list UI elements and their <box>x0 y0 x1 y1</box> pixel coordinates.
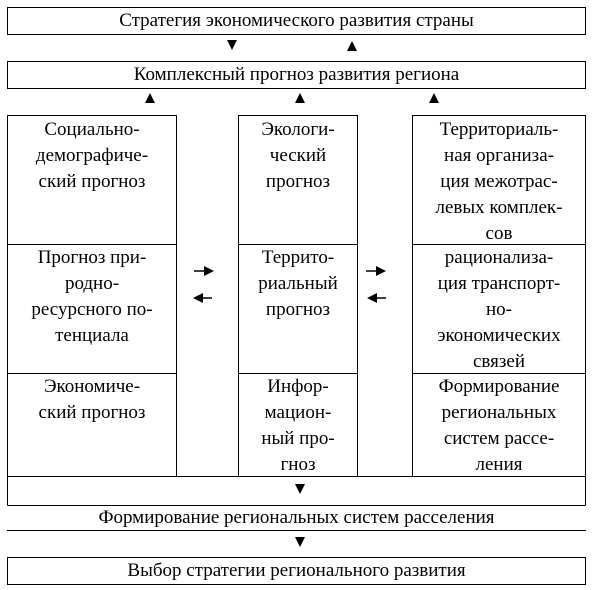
arrow-left-right-gap <box>367 293 377 303</box>
arrow-up-to-strategy <box>347 41 357 51</box>
arrow-up-left-column <box>145 93 155 103</box>
arrow-right-right-gap <box>376 266 386 276</box>
final-strategy-box <box>7 557 586 585</box>
arrow-down-to-complex <box>227 40 237 50</box>
forecast-information: Инфор- мацион- ный про- гноз <box>261 376 335 475</box>
arrow-up-middle-column <box>295 93 305 103</box>
arrow-left-left-gap <box>193 293 203 303</box>
strategy-box-label: Стратегия экономического развития страны <box>119 10 474 31</box>
arrow-right-left-gap <box>204 266 214 276</box>
forecast-natural-resources: Прогноз при- родно- ресурсного по- тенциала <box>31 247 153 346</box>
strategy-box <box>7 7 586 35</box>
arrow-up-right-column <box>429 93 439 103</box>
forecast-ecological: Экологи- ческий прогноз <box>261 119 335 192</box>
forecast-socio-demographic: Социально- демографиче- ский прогноз <box>35 119 149 192</box>
arrow-down-to-settlement <box>295 484 305 494</box>
forecast-economic: Экономиче- ский прогноз <box>38 376 146 423</box>
forecast-territorial: Террито- риальный прогноз <box>258 247 338 320</box>
territorial-organization-complexes: Территориаль- ная организа- ция межотрас- левых комплек- сов <box>435 119 563 244</box>
complex-forecast-label: Комплексный прогноз развития региона <box>133 64 460 85</box>
settlement-systems-cell: Формирование региональных систем рассе- ления <box>438 376 560 475</box>
transport-economic-links: рационализа- ция транспорт- но- экономических связей <box>437 247 561 372</box>
complex-forecast-box <box>7 61 586 89</box>
arrow-down-to-final <box>295 537 305 547</box>
settlement-systems-box: Формирование региональных систем расселения <box>98 507 495 528</box>
final-strategy-label: Выбор стратегии регионального развития <box>127 560 466 581</box>
